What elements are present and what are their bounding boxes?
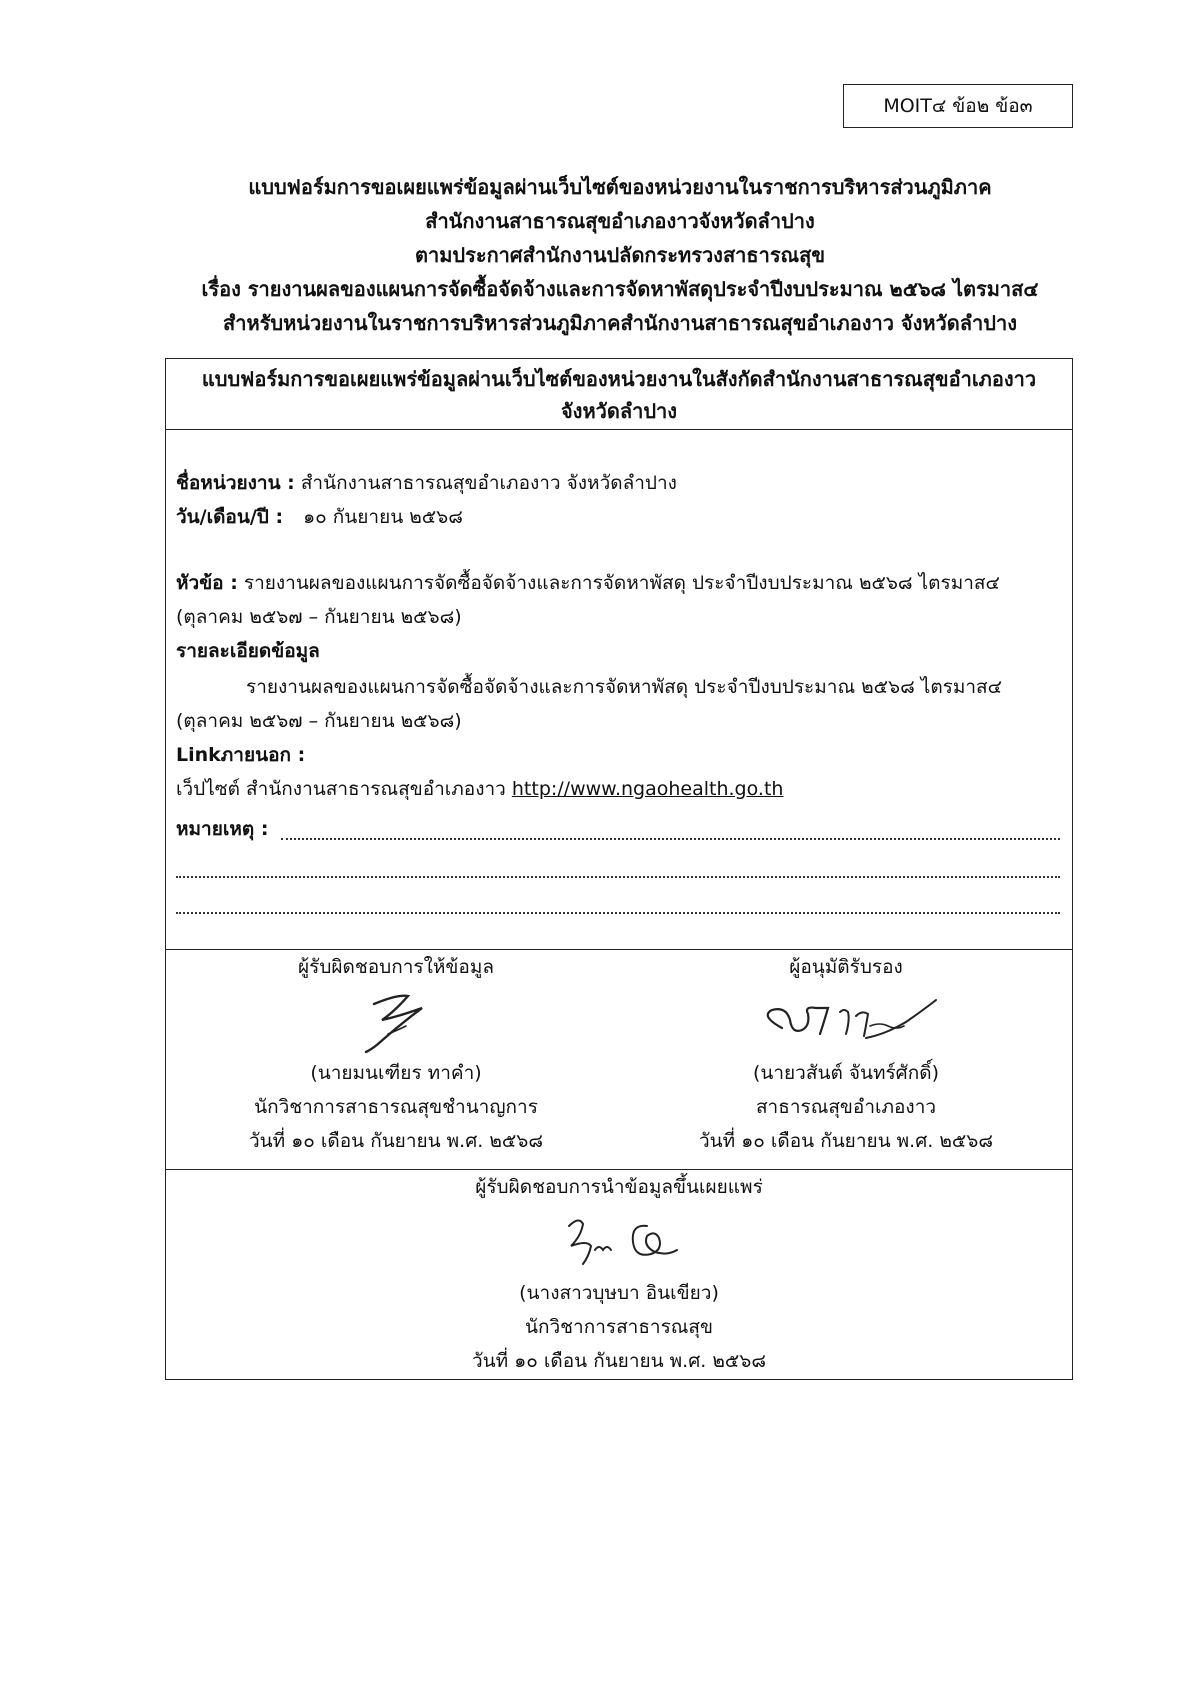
date-value: ๑๐ กันยายน ๒๕๖๘: [303, 506, 463, 528]
agency-value: สำนักงานสาธารณสุขอำเภองาว จังหวัดลำปาง: [300, 472, 677, 494]
approval-section: [166, 949, 1072, 1169]
header-line-2: สำนักงานสาธารณสุขอำเภองาวจังหวัดลำปาง: [425, 209, 815, 233]
informant-name: (นายมนเฑียร ทาคำ): [310, 1062, 482, 1084]
publisher-role: ผู้รับผิดชอบการนำข้อมูลขึ้นเผยแพร่: [475, 1176, 763, 1198]
date-label: วัน/เดือน/ปี :: [176, 506, 284, 528]
approver-signature-mark: [746, 986, 946, 1056]
website-link[interactable]: http://www.ngaohealth.go.th: [511, 778, 784, 800]
publisher-signature-mark: [539, 1206, 699, 1276]
informant-date: วันที่ ๑๐ เดือน กันยายน พ.ศ. ๒๕๖๘: [249, 1130, 543, 1152]
topic-row: [176, 568, 1058, 598]
date-row: [176, 502, 1058, 532]
agency-label: ชื่อหน่วยงาน :: [176, 472, 295, 494]
publisher-position: นักวิชาการสาธารณสุข: [524, 1316, 714, 1338]
header-line-3: ตามประกาศสำนักงานปลัดกระทรวงสาธารณสุข: [414, 243, 825, 267]
header-line-1: แบบฟอร์มการขอเผยแพร่ข้อมูลผ่านเว็บไซต์ของหน่วยงานในราชการบริหารส่วนภูมิภาค: [248, 175, 992, 199]
document-header: [150, 170, 1090, 340]
publisher-section: [166, 1169, 1072, 1381]
detail-value: รายงานผลของแผนการจัดซื้อจัดจ้างและการจัดหาพัสดุ ประจำปีงบประมาณ ๒๕๖๘ ไตรมาส๔: [246, 676, 1003, 698]
form-title-section: [166, 359, 1072, 429]
topic-label: หัวข้อ :: [176, 572, 238, 594]
topic-period: (ตุลาคม ๒๕๖๗ – กันยายน ๒๕๖๘): [176, 606, 462, 628]
form-body-section: [166, 429, 1072, 949]
note-dotted-line-3: [176, 912, 1060, 914]
website-row: [176, 774, 1058, 804]
approver-name: (นายวสันต์ จันทร์ศักดิ์): [752, 1062, 939, 1084]
informant-signature-mark: [336, 986, 456, 1056]
approver-role: ผู้อนุมัติรับรอง: [789, 956, 903, 978]
link-label: Linkภายนอก :: [176, 744, 306, 766]
informant-signature-block: [176, 950, 616, 1158]
publisher-name: (นางสาวบุษบา อินเขียว): [519, 1282, 719, 1304]
document-code-box: [843, 84, 1073, 128]
note-label: หมายเหตุ :: [176, 818, 269, 840]
agency-row: [176, 468, 1058, 498]
publisher-date: วันที่ ๑๐ เดือน กันยายน พ.ศ. ๒๕๖๘: [472, 1350, 766, 1372]
document-code: MOIT๔ ข้อ๒ ข้อ๓: [883, 95, 1033, 117]
website-prefix: เว็ปไซต์ สำนักงานสาธารณสุขอำเภองาว: [176, 778, 506, 800]
detail-label: รายละเอียดข้อมูล: [176, 640, 320, 662]
header-line-4: เรื่อง รายงานผลของแผนการจัดซื้อจัดจ้างและการจัดหาพัสดุประจำปีงบประมาณ ๒๕๖๘ ไตรมาส๔: [201, 277, 1039, 301]
topic-value: รายงานผลของแผนการจัดซื้อจัดจ้างและการจัดหาพัสดุ ประจำปีงบประมาณ ๒๕๖๘ ไตรมาส๔: [243, 572, 1000, 594]
header-line-5: สำหรับหน่วยงานในราชการบริหารส่วนภูมิภาคสำนักงานสาธารณสุขอำเภองาว จังหวัดลำปาง: [223, 311, 1017, 335]
approver-signature-block: [626, 950, 1066, 1158]
informant-position: นักวิชาการสาธารณสุขชำนาญการ: [254, 1096, 538, 1118]
publication-form: [165, 358, 1073, 1380]
form-title-line-1: แบบฟอร์มการขอเผยแพร่ข้อมูลผ่านเว็บไซต์ของหน่วยงานในสังกัดสำนักงานสาธารณสุขอำเภองาว: [201, 367, 1037, 391]
form-title-line-2: จังหวัดลำปาง: [560, 399, 678, 423]
publisher-signature-block: [166, 1170, 1072, 1378]
approver-position: สาธารณสุขอำเภองาว: [755, 1096, 937, 1118]
note-dotted-line-2: [176, 876, 1060, 878]
note-dotted-line-1: [281, 838, 1060, 840]
informant-role: ผู้รับผิดชอบการให้ข้อมูล: [298, 956, 494, 978]
detail-period: (ตุลาคม ๒๕๖๗ – กันยายน ๒๕๖๘): [176, 710, 462, 732]
approver-date: วันที่ ๑๐ เดือน กันยายน พ.ศ. ๒๕๖๘: [699, 1130, 993, 1152]
